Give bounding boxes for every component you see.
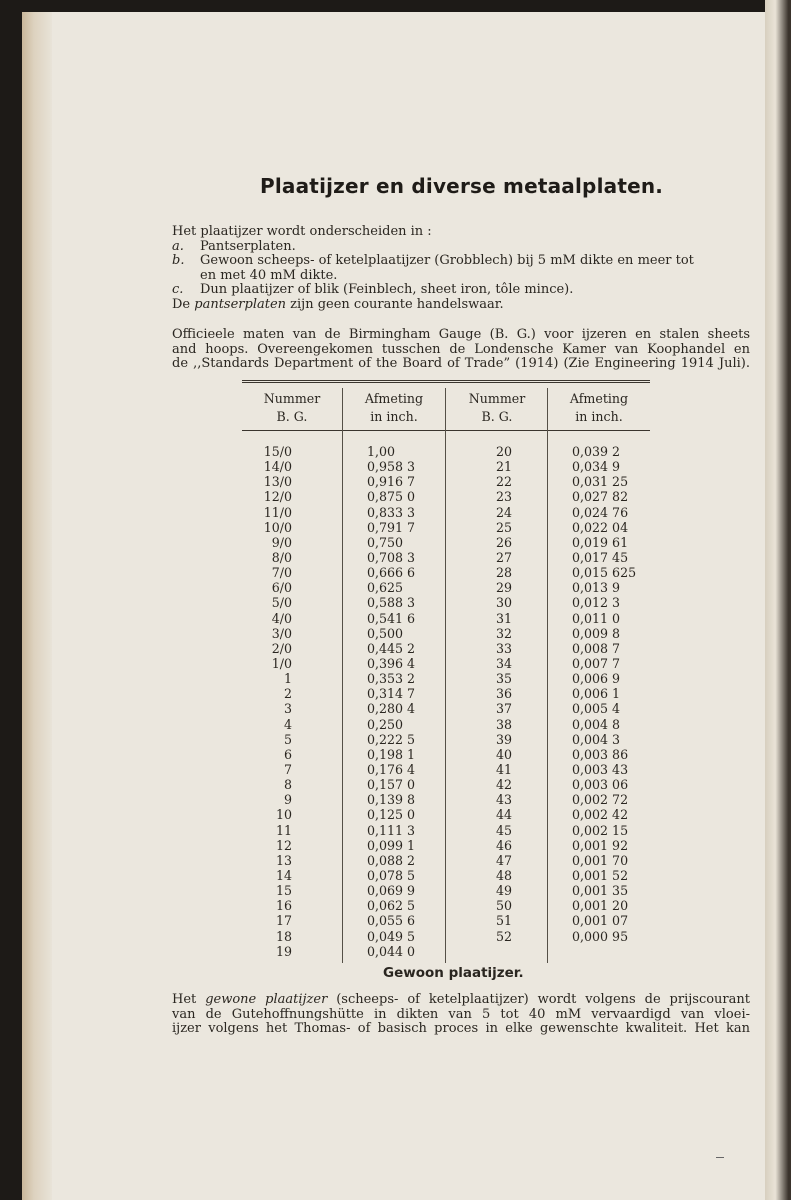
table-cell-nummer: 16: [275, 898, 292, 914]
table-cell-nummer: 21: [495, 459, 513, 475]
table-cell-nummer: 9: [283, 792, 292, 808]
table-cell-afmeting: 0,280 4: [367, 701, 416, 717]
table-cell-afmeting: 0,500: [367, 625, 404, 641]
column-nummer-2: [464, 444, 544, 944]
intro-block: [172, 225, 740, 313]
intro-line: Het plaatijzer wordt onderscheiden in :: [172, 224, 432, 239]
table-cell-nummer: 3: [283, 701, 292, 717]
table-cell-nummer: 29: [495, 580, 513, 596]
table-cell-nummer: 22: [495, 474, 513, 490]
table-cell-nummer: 2/0: [271, 640, 292, 656]
table-cell-nummer: 9/0: [271, 534, 292, 550]
table-top-rule: [242, 380, 650, 383]
table-cell-afmeting: 0,078 5: [367, 867, 416, 883]
table-cell-nummer: 6: [283, 746, 292, 762]
table-cell-afmeting: 0,044 0: [367, 943, 416, 959]
note-pre: De: [172, 296, 195, 312]
column-divider: [342, 388, 343, 963]
page-mark: [716, 1157, 724, 1158]
header-line: Afmeting: [364, 391, 424, 406]
table-cell-nummer: 1: [283, 671, 292, 687]
list-text: Dun plaatijzer of blik (Feinblech, sheet iron, tôle mince).: [200, 282, 574, 298]
column-afmeting-1: [367, 444, 457, 959]
paragraph-line: and hoops. Overeengekomen tusschen de Londensche Kamer van Koophandel en: [172, 341, 750, 357]
table-cell-afmeting: 0,027 82: [572, 489, 629, 505]
table-cell-afmeting: 0,008 7: [572, 640, 621, 656]
table-cell-afmeting: 0,003 06: [572, 777, 629, 793]
table-cell-nummer: 8: [283, 777, 292, 793]
table-cell-afmeting: 0,022 04: [572, 519, 629, 535]
list-text: Gewoon scheeps- of ketelplaatijzer (Grobblech) bij 5 mM dikte en meer tot: [200, 253, 694, 269]
table-cell-afmeting: 0,222 5: [367, 731, 416, 747]
table-cell-afmeting: 0,011 0: [572, 610, 621, 626]
table-cell-nummer: 44: [495, 807, 513, 823]
table-cell-afmeting: 0,125 0: [367, 807, 416, 823]
table-cell-nummer: 20: [495, 444, 513, 459]
table-cell-afmeting: 0,750: [367, 534, 404, 550]
header-afmeting-2: [551, 390, 647, 426]
table-cell-afmeting: 0,039 2: [572, 444, 621, 459]
table-cell-nummer: 39: [495, 731, 513, 747]
table-cell-nummer: 30: [495, 595, 513, 611]
table-cell-afmeting: 0,004 8: [572, 716, 621, 732]
header-nummer-2: [449, 390, 545, 426]
header-afmeting-1: [346, 390, 442, 426]
table-cell-afmeting: 0,139 8: [367, 792, 416, 808]
paragraph-line: ijzer volgens het Thomas- of basisch proces in elke gewenschte kwaliteit. Het kan: [172, 1021, 750, 1037]
table-cell-nummer: 13: [275, 852, 292, 868]
header-nummer-1: [244, 390, 340, 426]
table-cell-nummer: 23: [495, 489, 513, 505]
table-cell-afmeting: 0,049 5: [367, 928, 416, 944]
table-cell-nummer: 46: [495, 837, 513, 853]
table-cell-nummer: 1/0: [271, 655, 292, 671]
table-cell-afmeting: 0,250: [367, 716, 404, 732]
table-cell-afmeting: 0,015 625: [572, 565, 637, 581]
table-cell-afmeting: 0,007 7: [572, 655, 621, 671]
note-post: zijn geen courante handelswaar.: [286, 296, 504, 312]
table-cell-nummer: 17: [275, 913, 292, 929]
table-cell-nummer: 43: [495, 792, 513, 808]
table-cell-afmeting: 0,003 86: [572, 746, 629, 762]
table-cell-nummer: 19: [275, 943, 292, 959]
table-cell-afmeting: 0,034 9: [572, 459, 621, 475]
table-cell-nummer: 33: [495, 640, 513, 656]
table-cell-nummer: 52: [495, 928, 513, 944]
text-pre: Het: [172, 992, 206, 1007]
table-cell-nummer: 38: [495, 716, 513, 732]
table-cell-nummer: 27: [495, 549, 513, 565]
table-cell-afmeting: 0,875 0: [367, 489, 416, 505]
column-nummer-1: [252, 444, 292, 959]
table-cell-afmeting: 0,005 4: [572, 701, 621, 717]
table-cell-nummer: 3/0: [271, 625, 292, 641]
list-text: en met 40 mM dikte.: [200, 267, 338, 283]
table-cell-nummer: 5: [283, 731, 292, 747]
paragraph-line: [172, 993, 750, 1008]
table-cell-nummer: 36: [495, 686, 513, 702]
list-label: c.: [172, 282, 184, 298]
note-line: [172, 298, 740, 313]
paragraph-line: de ,,Standards Department of the Board of Trade” (1914) (Zie Engineering 1914 Juli).: [172, 356, 750, 372]
header-line: B. G.: [481, 409, 513, 424]
table-cell-afmeting: 0,001 07: [572, 913, 629, 929]
table-cell-afmeting: 0,198 1: [367, 746, 416, 762]
table-cell-nummer: 45: [495, 822, 513, 838]
table-cell-afmeting: 0,157 0: [367, 777, 416, 793]
table-cell-nummer: 18: [275, 928, 292, 944]
table-cell-afmeting: 0,009 8: [572, 625, 621, 641]
table-cell-afmeting: 0,069 9: [367, 883, 416, 899]
list-label: a.: [172, 238, 184, 254]
table-cell-afmeting: 0,019 61: [572, 534, 629, 550]
table-cell-nummer: 12/0: [263, 489, 292, 505]
table-cell-afmeting: 0,314 7: [367, 686, 416, 702]
text-post: (scheeps- of ketelplaatijzer) wordt volgens de prijscourant: [327, 992, 750, 1007]
table-cell-afmeting: 0,001 52: [572, 867, 629, 883]
table-cell-nummer: 7/0: [271, 565, 292, 581]
table-cell-afmeting: 0,001 20: [572, 898, 629, 914]
book-spine: [22, 12, 52, 1200]
table-cell-afmeting: 1,00: [367, 444, 396, 459]
table-cell-afmeting: 0,088 2: [367, 852, 416, 868]
table-cell-afmeting: 0,002 15: [572, 822, 629, 838]
table-cell-nummer: 50: [495, 898, 513, 914]
table-cell-afmeting: 0,006 9: [572, 671, 621, 687]
table-cell-nummer: 14: [275, 867, 292, 883]
table-cell-afmeting: 0,625: [367, 580, 404, 596]
table-cell-afmeting: 0,541 6: [367, 610, 416, 626]
page-title: Plaatijzer en diverse metaalplaten.: [260, 174, 664, 198]
table-cell-nummer: 7: [283, 761, 292, 777]
list-item-c: [172, 283, 740, 298]
table-cell-afmeting: 0,588 3: [367, 595, 416, 611]
table-cell-nummer: 2: [283, 686, 292, 702]
table-cell-afmeting: 0,062 5: [367, 898, 416, 914]
section-heading: Gewoon plaatijzer.: [383, 965, 524, 981]
table-cell-afmeting: 0,024 76: [572, 504, 629, 520]
table-cell-afmeting: 0,013 9: [572, 580, 621, 596]
table-cell-nummer: 11: [275, 822, 292, 838]
table-cell-afmeting: 0,833 3: [367, 504, 416, 520]
table-cell-afmeting: 0,791 7: [367, 519, 416, 535]
table-cell-nummer: 15: [275, 883, 292, 899]
table-cell-afmeting: 0,176 4: [367, 761, 416, 777]
table-cell-nummer: 8/0: [271, 549, 292, 565]
table-cell-nummer: 31: [495, 610, 513, 626]
table-cell-nummer: 10/0: [263, 519, 292, 535]
table-cell-nummer: 28: [495, 565, 513, 581]
header-line: in inch.: [575, 409, 623, 424]
table-cell-nummer: 12: [275, 837, 292, 853]
table-cell-nummer: 42: [495, 777, 513, 793]
table-cell-afmeting: 0,002 42: [572, 807, 629, 823]
table-cell-nummer: 11/0: [263, 504, 292, 520]
table-cell-afmeting: 0,001 35: [572, 883, 629, 899]
table-cell-nummer: 47: [495, 852, 513, 868]
header-line: Nummer: [468, 391, 526, 406]
table-cell-nummer: 4/0: [271, 610, 292, 626]
table-cell-nummer: 51: [495, 913, 513, 929]
table-cell-nummer: 10: [275, 807, 292, 823]
table-cell-afmeting: 0,003 43: [572, 761, 629, 777]
table-cell-nummer: 15/0: [263, 444, 292, 459]
table-cell-afmeting: 0,012 3: [572, 595, 621, 611]
table-header-rule: [242, 430, 650, 431]
table-cell-afmeting: 0,000 95: [572, 928, 629, 944]
table-cell-nummer: 37: [495, 701, 513, 717]
table-cell-nummer: 26: [495, 534, 513, 550]
header-line: B. G.: [276, 409, 308, 424]
table-cell-nummer: 41: [495, 761, 513, 777]
table-cell-afmeting: 0,031 25: [572, 474, 629, 490]
section-paragraph: [172, 993, 750, 1037]
table-cell-nummer: 24: [495, 504, 513, 520]
table-cell-nummer: 13/0: [263, 474, 292, 490]
table-cell-afmeting: 0,396 4: [367, 655, 416, 671]
table-cell-nummer: 5/0: [271, 595, 292, 611]
table-cell-afmeting: 0,353 2: [367, 671, 416, 687]
column-divider: [547, 388, 548, 963]
table-cell-nummer: 6/0: [271, 580, 292, 596]
table-cell-afmeting: 0,055 6: [367, 913, 416, 929]
table-cell-afmeting: 0,017 45: [572, 549, 629, 565]
table-cell-afmeting: 0,445 2: [367, 640, 416, 656]
list-text: Pantserplaten.: [200, 238, 296, 254]
table-cell-afmeting: 0,111 3: [367, 822, 416, 838]
table-cell-afmeting: 0,004 3: [572, 731, 621, 747]
table-cell-afmeting: 0,666 6: [367, 565, 416, 581]
table-cell-nummer: 34: [495, 655, 513, 671]
table-cell-afmeting: 0,099 1: [367, 837, 416, 853]
header-line: in inch.: [370, 409, 418, 424]
table-cell-nummer: 35: [495, 671, 513, 687]
list-item-a: [172, 240, 740, 255]
table-cell-nummer: 32: [495, 625, 513, 641]
table-cell-nummer: 25: [495, 519, 513, 535]
table-cell-afmeting: 0,958 3: [367, 459, 416, 475]
table-cell-afmeting: 0,708 3: [367, 549, 416, 565]
header-line: Afmeting: [569, 391, 629, 406]
page-edge: [765, 0, 791, 1200]
table-cell-afmeting: 0,002 72: [572, 792, 629, 808]
table-cell-afmeting: 0,001 92: [572, 837, 629, 853]
table-cell-nummer: 4: [283, 716, 292, 732]
table-cell-nummer: 40: [495, 746, 513, 762]
table-cell-afmeting: 0,001 70: [572, 852, 629, 868]
note-emphasis: pantserplaten: [194, 296, 287, 312]
table-cell-nummer: 14/0: [263, 459, 292, 475]
gauge-paragraph: [172, 328, 750, 372]
text-emphasis: gewone plaatijzer: [205, 992, 328, 1007]
table-cell-nummer: 49: [495, 883, 513, 899]
list-item-b-cont: [172, 269, 740, 284]
table-cell-afmeting: 0,916 7: [367, 474, 416, 490]
list-item-b: [172, 254, 740, 269]
column-afmeting-2: [572, 444, 652, 944]
list-label: b.: [172, 253, 185, 269]
paragraph-line: van de Gutehoffnungshütte in dikten van 5 tot 40 mM vervaardigd van vloei-: [172, 1006, 750, 1022]
header-line: Nummer: [263, 391, 321, 406]
paragraph-line: Officieele maten van de Birmingham Gauge (B. G.) voor ijzeren en stalen sheets: [172, 327, 750, 342]
table-cell-afmeting: 0,006 1: [572, 686, 621, 702]
table-cell-nummer: 48: [495, 867, 513, 883]
